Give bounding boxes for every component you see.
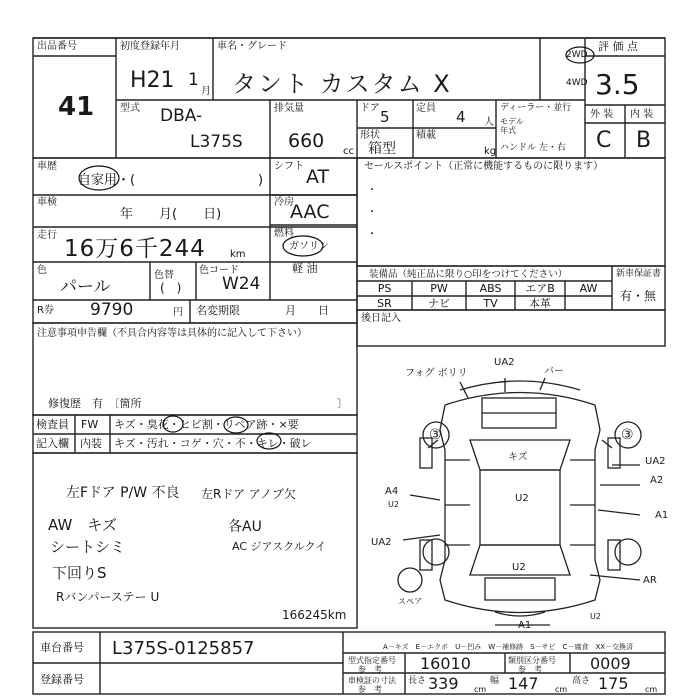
class-sub: 参 考 xyxy=(518,665,542,674)
fuel-gasoline: ガソリン xyxy=(289,241,329,252)
model-year-label: モデル 年式 xyxy=(500,117,524,135)
width-value: 147 xyxy=(508,674,539,693)
expiry-label: 名変期限 xyxy=(196,304,240,317)
class-label: 類別区分番号 xyxy=(508,656,556,665)
capacity-value: 4 xyxy=(456,108,466,126)
fw-label: FW xyxy=(81,418,99,431)
inspection-value: 年 月( 日) xyxy=(120,207,222,222)
inspection-label: 車検 xyxy=(37,197,57,208)
equip-sr: SR xyxy=(377,297,392,310)
ac-value: AAC xyxy=(290,201,330,223)
a1-right: A1 xyxy=(655,510,669,521)
equipment-label: 装備品（純正品に限り○印をつけてください） xyxy=(369,269,568,280)
u2-left: U2 xyxy=(388,500,399,509)
lot-number-label: 出品番号 xyxy=(37,41,77,52)
note-right-2: 各AU xyxy=(228,519,262,535)
chassis-label: 車台番号 xyxy=(40,641,84,654)
lot-number: 41 xyxy=(58,92,95,122)
equip-tv: TV xyxy=(483,297,498,310)
mileage-unit: km xyxy=(230,249,246,260)
sales-bullet: ・ xyxy=(367,207,377,218)
width-unit: cm xyxy=(555,685,568,694)
color-code-value: W24 xyxy=(222,274,261,294)
doors-value: 5 xyxy=(380,108,390,126)
warranty-label: 新車保証書 xyxy=(616,269,662,279)
exterior-value: C xyxy=(596,128,612,153)
length-value: 339 xyxy=(428,674,459,693)
first-reg-month: 1 xyxy=(188,70,199,90)
note-line-3: シートシミ xyxy=(50,538,126,556)
shift-label: シフト xyxy=(274,161,304,172)
length-label: 長さ xyxy=(408,676,427,686)
rating-label: 評 価 点 xyxy=(598,40,638,53)
first-reg-month-unit: 月 xyxy=(201,86,211,97)
bar-label: バー xyxy=(544,366,564,377)
color-change-value: ( ) xyxy=(160,281,182,295)
width-label: 幅 xyxy=(490,676,500,686)
color-label: 色 xyxy=(37,265,47,276)
u2-lower: U2 xyxy=(512,562,526,573)
note-right-1: 左Rドア アノブ欠 xyxy=(201,487,296,501)
ring-right: ③ xyxy=(621,427,634,443)
expiry-value: 月 日 xyxy=(285,304,329,317)
first-reg-label: 初度登録年月 xyxy=(120,41,180,52)
fuel-diesel: 軽 油 xyxy=(292,262,318,275)
chassis-value: L375S-0125857 xyxy=(112,638,255,659)
ua2-right: UA2 xyxy=(645,456,666,467)
warranty-value: 有・無 xyxy=(620,289,657,303)
notes-label: 注意事項申告欄（不具合内容等は具体的に記入して下さい） xyxy=(37,328,307,339)
equip-leather: 本革 xyxy=(529,297,551,310)
recycle-label: R券 xyxy=(37,305,54,316)
mileage-value: 16万6千244 xyxy=(64,236,206,262)
capacity-label: 定員 xyxy=(416,103,436,114)
odometer-note: 166245km xyxy=(282,608,347,622)
u2-center: U2 xyxy=(515,493,529,504)
color-change-label: 色替 xyxy=(154,270,174,281)
spare-label: スペア xyxy=(398,597,422,606)
interior-label: 内 装 xyxy=(630,109,654,120)
color-code-label: 色コード xyxy=(199,265,239,276)
load-label: 積載 xyxy=(416,130,436,141)
handle-label: ハンドル 左・右 xyxy=(500,143,566,153)
history-label: 車歴 xyxy=(37,161,57,172)
ac-label: 冷房 xyxy=(274,197,294,208)
shift-value: AT xyxy=(306,166,330,188)
recycle-value: 9790 xyxy=(90,300,134,320)
exterior-label: 外 装 xyxy=(590,109,614,120)
displacement-value: 660 xyxy=(288,130,325,152)
a1-bottom: A1 xyxy=(518,620,532,631)
after-fit-label: 後日記入 xyxy=(361,313,401,324)
sales-bullet: ・ xyxy=(367,229,377,240)
equip-abs: ABS xyxy=(479,282,502,295)
recycle-unit: 円 xyxy=(173,307,183,318)
equip-aw: AW xyxy=(579,282,598,295)
ar-right: AR xyxy=(643,575,657,586)
length-unit: cm xyxy=(474,685,487,694)
note-right-3: AC ジアスクルクイ xyxy=(232,540,326,553)
model-label: 車名・グレード xyxy=(217,41,287,52)
diagram-legend: A－キズ E－エクボ U－凹み W－補修跡 S－サビ C－腐食 XX－交換済 xyxy=(383,643,634,651)
inside-label: 内装 xyxy=(80,437,102,450)
inside-items: キズ・汚れ・コゲ・穴・不・キレ・破レ xyxy=(114,437,312,450)
u2-right: U2 xyxy=(590,612,601,621)
load-unit: kg xyxy=(484,146,497,157)
interior-value: B xyxy=(636,128,652,153)
rating-value: 3.5 xyxy=(595,68,640,101)
ring-left: ③ xyxy=(429,427,442,443)
dealer-label: ディーラー・並行 xyxy=(500,103,572,113)
drive-2wd: 2WD xyxy=(566,50,588,60)
height-label: 高さ xyxy=(572,676,591,686)
note-line-1: 左Fドア P/W 不良 xyxy=(66,485,180,501)
type-value-2: L375S xyxy=(190,132,243,152)
kizu-label: キズ xyxy=(508,452,528,463)
shape-label: 形状 xyxy=(360,130,380,141)
inspector-label-2: 記入欄 xyxy=(36,437,69,450)
height-value: 175 xyxy=(598,674,629,693)
ua2-left: UA2 xyxy=(371,537,392,548)
repair-label: 修復歴 有 〔箇所 xyxy=(48,397,142,410)
ua2-top: UA2 xyxy=(494,357,515,368)
a4-left: A4 xyxy=(385,486,399,497)
drive-4wd: 4WD xyxy=(566,78,588,88)
note-line-5: Rバンパーステー U xyxy=(56,590,160,604)
inspector-label: 検査員 xyxy=(36,418,69,431)
note-line-2: AW キズ xyxy=(48,516,117,534)
displacement-unit: cc xyxy=(343,146,354,157)
displacement-label: 排気量 xyxy=(274,103,304,114)
type-cert-sub: 参 考 xyxy=(358,665,382,674)
height-unit: cm xyxy=(645,685,658,694)
type-cert-label: 型式指定番号 xyxy=(348,656,396,665)
equip-navi: ナビ xyxy=(428,297,450,310)
type-value-1: DBA- xyxy=(160,106,203,126)
sales-point-label: セールスポイント（正常に機能するものに限ります） xyxy=(364,161,604,172)
sales-bullet: ・ xyxy=(367,185,377,196)
equip-airbag: エアB xyxy=(525,282,555,295)
history-value: 自家用・( xyxy=(78,173,136,188)
shape-value: 箱型 xyxy=(368,141,396,157)
equip-ps: PS xyxy=(377,282,392,295)
type-label: 型式 xyxy=(120,103,140,114)
fog-label: フォグ ボリリ xyxy=(405,368,468,379)
dim-label: 車検証の寸法 xyxy=(348,676,396,685)
note-line-4: 下回りS xyxy=(52,564,107,582)
a2-right: A2 xyxy=(650,475,664,486)
type-cert-value: 16010 xyxy=(420,654,471,673)
fw-items: キズ・臭花・ヒビ割・リペア跡・×要 xyxy=(114,418,299,431)
history-close: ) xyxy=(258,173,264,188)
color-value: パール xyxy=(60,277,111,297)
mileage-label: 走行 xyxy=(37,230,57,241)
capacity-unit: 人 xyxy=(484,117,494,128)
class-value: 0009 xyxy=(590,654,631,673)
model-value: タント カスタム X xyxy=(232,70,452,98)
equip-pw: PW xyxy=(430,282,448,295)
reg-label: 登録番号 xyxy=(40,673,84,686)
dim-sub: 参 考 xyxy=(358,685,382,694)
doors-label: ドア xyxy=(360,103,380,114)
first-reg-year: H21 xyxy=(130,68,175,93)
fuel-label: 燃料 xyxy=(274,228,294,239)
repair-close: 〕 xyxy=(337,397,348,410)
